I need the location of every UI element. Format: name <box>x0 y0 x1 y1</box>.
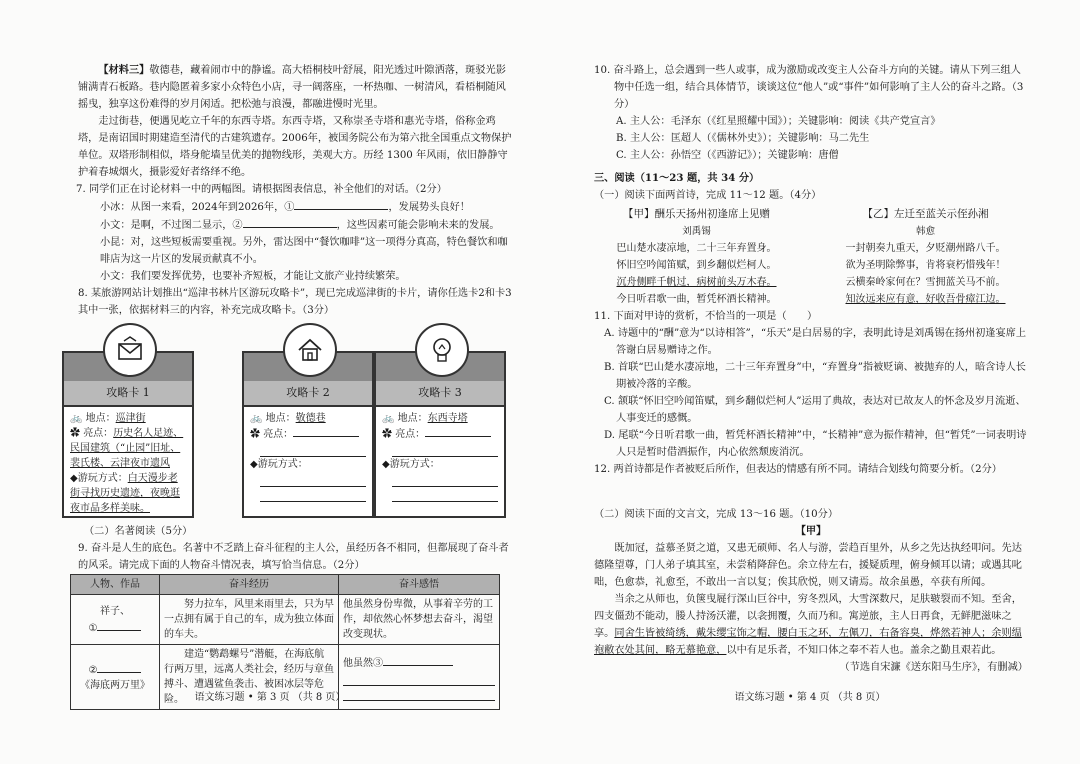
q8-stem: 8. 某旅游网站计划推出“巡津书林片区游玩攻略卡”，现已完成巡津街的卡片，请你任选卡2和卡3其中一张，依据材料三的内容，补充完成攻略卡。（3分） <box>78 288 512 316</box>
q9-blank-2[interactable] <box>97 661 141 673</box>
classical-paragraph-1: 既加冠，益慕圣贤之道，又患无硕师、名人与游，尝趋百里外，从乡之先达执经叩问。先达德隆望尊，门人弟子填其室，未尝稍降辞色。余立侍左右，援疑质理，俯身倾耳以请；或遇其叱咄，色愈恭，礼愈至，不敢出一言以复；俟其欣悦，则又请焉。故余虽愚，卒获有所闻。 <box>594 543 1022 588</box>
card-play: ◆游玩方式： <box>382 459 440 470</box>
q11-option-b[interactable]: B. 首联“巴山楚水凄凉地，二十三年弃置身”中，“弃置身”指被贬谪、被抛弃的人，暗含诗人长期被冷落的辛酸。 <box>604 362 1026 390</box>
section-3-1-title: （一）阅读下面两首诗，完成 11～12 题。（4分） <box>594 190 822 201</box>
q7-dialogue-4: 小文：我们要发挥优势，也要补齐短板，才能让文旅产业持续繁荣。 <box>100 271 406 282</box>
page-footer: 语文练习题 • 第 3 页 （共 8 页） <box>194 692 346 703</box>
q10-option-a[interactable]: A. 主人公：毛泽东（《红星照耀中国》）；关键影响：阅读《共产党宣言》 <box>616 116 941 127</box>
card-title: 攻略卡 1 <box>62 381 194 407</box>
poem-line: 知汝远来应有意，好收吾骨瘴江边。 <box>845 294 1006 305</box>
lightbulb-icon <box>415 323 469 377</box>
card-feature-blank[interactable] <box>425 426 491 437</box>
poem-line: 云横秦岭家何在？雪拥蓝关马不前。 <box>845 277 1006 288</box>
poem-line: 今日听君歌一曲，暂凭杯酒长精神。 <box>616 294 777 305</box>
table-row: 祥子、 ① 努力拉车，风里来雨里去，只为早一点拥有属于自己的车，成为独立体面的车夫。 他虽然身份卑微，从事着辛劳的工作，却依然心怀梦想去奋斗，渴望改变现状。 <box>71 595 500 645</box>
classical-source: （节选自宋濂《送东阳马生序》，有删减） <box>839 662 1028 673</box>
table-row: ② 《海底两万里》 建造“鹦鹉螺号”潜艇，在海底航行两万里，远离人类社会，经历与章鱼搏斗、遭遇鲨鱼袭击、被困冰层等危险。 他虽然③ <box>71 645 500 710</box>
jia-label: 【甲】 <box>795 525 827 537</box>
q11-option-d[interactable]: D. 尾联“今日听君歌一曲，暂凭杯酒长精神”中，“长精神”意为振作精神，但“暂凭”一词表明诗人只是暂时借酒振作，内心依然颓废消沉。 <box>604 430 1027 458</box>
section-2-title: （二）名著阅读（5分） <box>84 526 193 537</box>
poem-line: 一封朝奏九重天，夕贬潮州路八千。 <box>845 243 1006 254</box>
envelope-icon <box>103 323 157 377</box>
poem-yi-author: 韩愈 <box>915 226 935 237</box>
poem-yi-title: 【乙】左迁至蓝关示侄孙湘 <box>862 208 989 220</box>
table-header-row: 人物、作品 奋斗经历 奋斗感悟 <box>71 575 500 595</box>
q7-blank-1[interactable] <box>294 198 388 210</box>
q12-stem: 12. 两首诗都是作者被贬后所作，但表达的情感有所不同。请结合划线句简要分析。（2分） <box>594 464 1002 475</box>
card-place: 🚲 地点：巡津街 <box>70 413 146 424</box>
q7-blank-2[interactable] <box>243 216 337 228</box>
card-play: ◆游玩方式： <box>250 459 308 470</box>
card-place: 🚲 地点：东西寺塔 <box>382 413 468 424</box>
card-feature: ✿ 亮点： <box>250 426 366 442</box>
q9-blank-3[interactable] <box>383 654 453 666</box>
q11-option-c[interactable]: C. 颔联“怀旧空吟闻笛赋，到乡翻似烂柯人”运用了典故，表达对已故友人的怀念及岁月流逝、人事变迁的感慨。 <box>604 396 1026 424</box>
material3-label: 【材料三】 <box>98 64 150 76</box>
q7-dialogue-3: 小昆：对，这些短板需要重视。另外，雷达图中“餐饮咖啡”这一项得分真高，特色餐饮和咖啡店为这一片区的发展贡献真不小。 <box>100 237 508 265</box>
q7-dialogue-2: 小文：是啊，不过图二显示，② ，这些因素可能会影响未来的发展。 <box>78 216 512 234</box>
strategy-card-3 <box>374 323 506 518</box>
q10-option-c[interactable]: C. 主人公：孙悟空（《西游记》）；关键影响：唐僧 <box>616 150 839 161</box>
card-feature: ✿ 亮点： <box>382 426 498 442</box>
q11-stem: 11. 下面对甲诗的赏析，不恰当的一项是（ ） <box>594 311 818 322</box>
poem-jia-author: 刘禹锡 <box>682 226 711 237</box>
poem-yi <box>823 206 1028 308</box>
page-footer: 语文练习题 • 第 4 页 （共 8 页） <box>734 692 886 703</box>
classical-paragraph-2: 当余之从师也，负箧曳屣行深山巨谷中，穷冬烈风，大雪深数尺，足肤皲裂而不知。至舍，四支僵劲不能动，媵人持汤沃灌，以衾拥覆，久而乃和。寓逆旅，主人日再食，无鲜肥滋味之享。同舍生皆被绮绣，戴朱缨宝饰之帽，腰白玉之环，左佩刀，右备容臭，烨然若神人；余则缊袍敝衣处其间，略无慕艳意，以中有足乐者，不知口体之奉不若人也。盖余之勤且艰若此。 <box>594 594 1022 656</box>
card-title: 攻略卡 3 <box>374 381 506 407</box>
poem-line: 欲为圣明除弊事，肯将衰朽惜残年！ <box>845 260 1006 271</box>
card-feature-blank[interactable] <box>293 426 359 437</box>
house-icon <box>283 323 337 377</box>
q9-stem: 9. 奋斗是人生的底色。名著中不乏踏上奋斗征程的主人公，虽经历各不相同，但都展现了奋斗者的风采。请完成下面的人物奋斗情况表，填写恰当信息。（2分） <box>78 543 509 571</box>
card-play: ◆游玩方式：白天漫步老街寻找历史遗迹，夜晚逛夜市品多样美味。 <box>70 473 180 514</box>
strategy-cards <box>70 323 512 523</box>
poem-jia <box>594 206 799 308</box>
q7-dialogue-1: 小冰：从图一来看，2024年到2026年，① ，发展势头良好！ <box>78 198 512 216</box>
q7-stem: 7. 同学们正在讨论材料一中的两幅图。请根据图表信息，补全他们的对话。（2分） <box>76 184 447 195</box>
poem-jia-title: 【甲】酬乐天扬州初逢席上见赠 <box>623 208 770 220</box>
q9-blank-1[interactable] <box>97 619 141 631</box>
page-4 <box>540 0 1080 764</box>
card-feature: ✿ 亮点：历史名人足迹、民国建筑（“止园”旧址、裴氏楼、云津夜市遗风 <box>70 428 184 469</box>
strategy-card-1 <box>62 323 194 518</box>
q10-option-b[interactable]: B. 主人公：匡超人（《儒林外史》）；关键影响：马二先生 <box>616 133 870 144</box>
strategy-card-2 <box>242 323 374 518</box>
poem-line: 沉舟侧畔千帆过，病树前头万木春。 <box>616 277 777 288</box>
card-title: 攻略卡 2 <box>242 381 374 407</box>
q11-option-a[interactable]: A. 诗题中的“酬”意为“以诗相答”，“乐天”是白居易的字，表明此诗是刘禹锡在扬州初逢宴席上答谢白居易赠诗之作。 <box>604 328 1027 356</box>
poem-line: 巴山楚水凄凉地，二十三年弃置身。 <box>616 243 777 254</box>
section-3-2-title: （二）阅读下面的文言文，完成 13～16 题。（10分） <box>594 509 839 520</box>
poem-line: 怀旧空吟闻笛赋，到乡翻似烂柯人。 <box>616 260 777 271</box>
section-3-title: 三、阅读（11～23 题，共 34 分） <box>594 172 760 184</box>
poems <box>594 206 1028 308</box>
material3-paragraph-2: 走过街巷，便遇见屹立千年的东西寺塔。东西寺塔，又称崇圣寺塔和惠光寺塔，俗称金鸡塔，是南诏国时期建造至清代的古建筑遗存。2006年，被国务院公布为第六批全国重点文物保护单位。双塔形制相似，塔身舵墙呈优美的抛物线形，美观大方。历经 1300 年风雨，依旧静静守护着春城烟火，摄影爱好者络绎不绝。 <box>78 116 512 178</box>
card-place: 🚲 地点：敬德巷 <box>250 413 326 424</box>
q10-stem: 10. 奋斗路上，总会遇到一些人或事，成为激励或改变主人公奋斗方向的关键。请从下列三组人物中任选一组，结合具体情节，谈谈这位“他人”或“事件”如何影响了主人公的奋斗之路。（3分） <box>594 65 1024 110</box>
material3-paragraph-1: 【材料三】敬德巷，藏着闹市中的静谧。高大梧桐枝叶舒展，阳光透过叶隙洒落，斑驳光影铺满青石板路。巷内隐匿着多家小众特色小店，寻一阔落座，一杯热咖、一树清风，看梧桐随风摇曳，独享这份难得的岁月闲适。把松弛与浪漫，都融进慢时光里。 <box>78 64 506 110</box>
